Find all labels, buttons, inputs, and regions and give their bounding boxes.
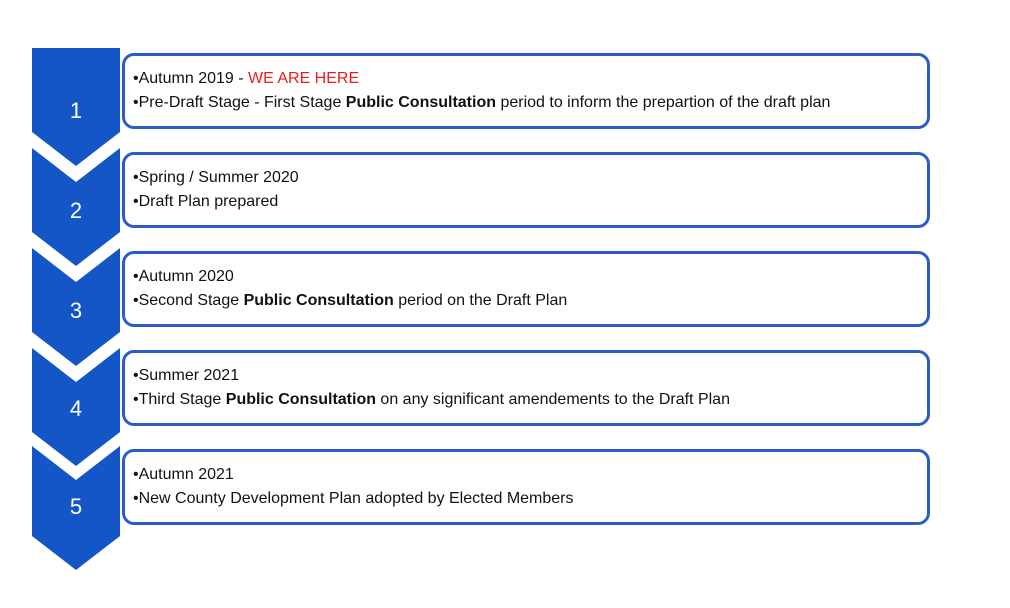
step-1-description xyxy=(133,94,830,112)
step-1-desc-before: •Pre-Draft Stage - First Stage xyxy=(133,94,346,111)
step-3-description xyxy=(133,292,567,310)
step-box-2 xyxy=(122,152,930,228)
we-are-here-label: WE ARE HERE xyxy=(248,70,360,87)
step-number-1: 1 xyxy=(69,98,83,123)
step-3-desc-before: •Second Stage xyxy=(133,292,244,309)
step-4-desc-before: •Third Stage xyxy=(133,391,226,408)
step-1-desc-bold: Public Consultation xyxy=(345,94,496,111)
step-number-2: 2 xyxy=(69,198,83,223)
step-number-4: 4 xyxy=(69,396,83,421)
step-box-5 xyxy=(122,449,930,525)
step-1-date: •Autumn 2019 - xyxy=(133,70,248,87)
step-number-5: 5 xyxy=(69,494,83,519)
step-box-1 xyxy=(122,53,930,129)
step-3-desc-after: period on the Draft Plan xyxy=(393,292,568,309)
step-3-date: •Autumn 2020 xyxy=(133,268,234,285)
step-box-4 xyxy=(122,350,930,426)
step-5-date: •Autumn 2021 xyxy=(133,466,234,483)
step-4-desc-bold: Public Consultation xyxy=(225,391,376,408)
step-2-date: •Spring / Summer 2020 xyxy=(133,169,299,186)
step-1-desc-after: period to inform the prepartion of the draft plan xyxy=(496,94,831,111)
step-4-date: •Summer 2021 xyxy=(133,367,240,384)
step-4-description xyxy=(133,391,730,409)
step-number-3: 3 xyxy=(69,298,83,323)
step-1-date-line xyxy=(133,70,359,88)
step-4-desc-after: on any significant amendements to the Draft Plan xyxy=(375,391,730,408)
step-3-desc-bold: Public Consultation xyxy=(243,292,394,309)
step-box-3 xyxy=(122,251,930,327)
step-2-description: •Draft Plan prepared xyxy=(133,193,279,210)
step-5-description: •New County Development Plan adopted by Elected Members xyxy=(133,490,574,507)
